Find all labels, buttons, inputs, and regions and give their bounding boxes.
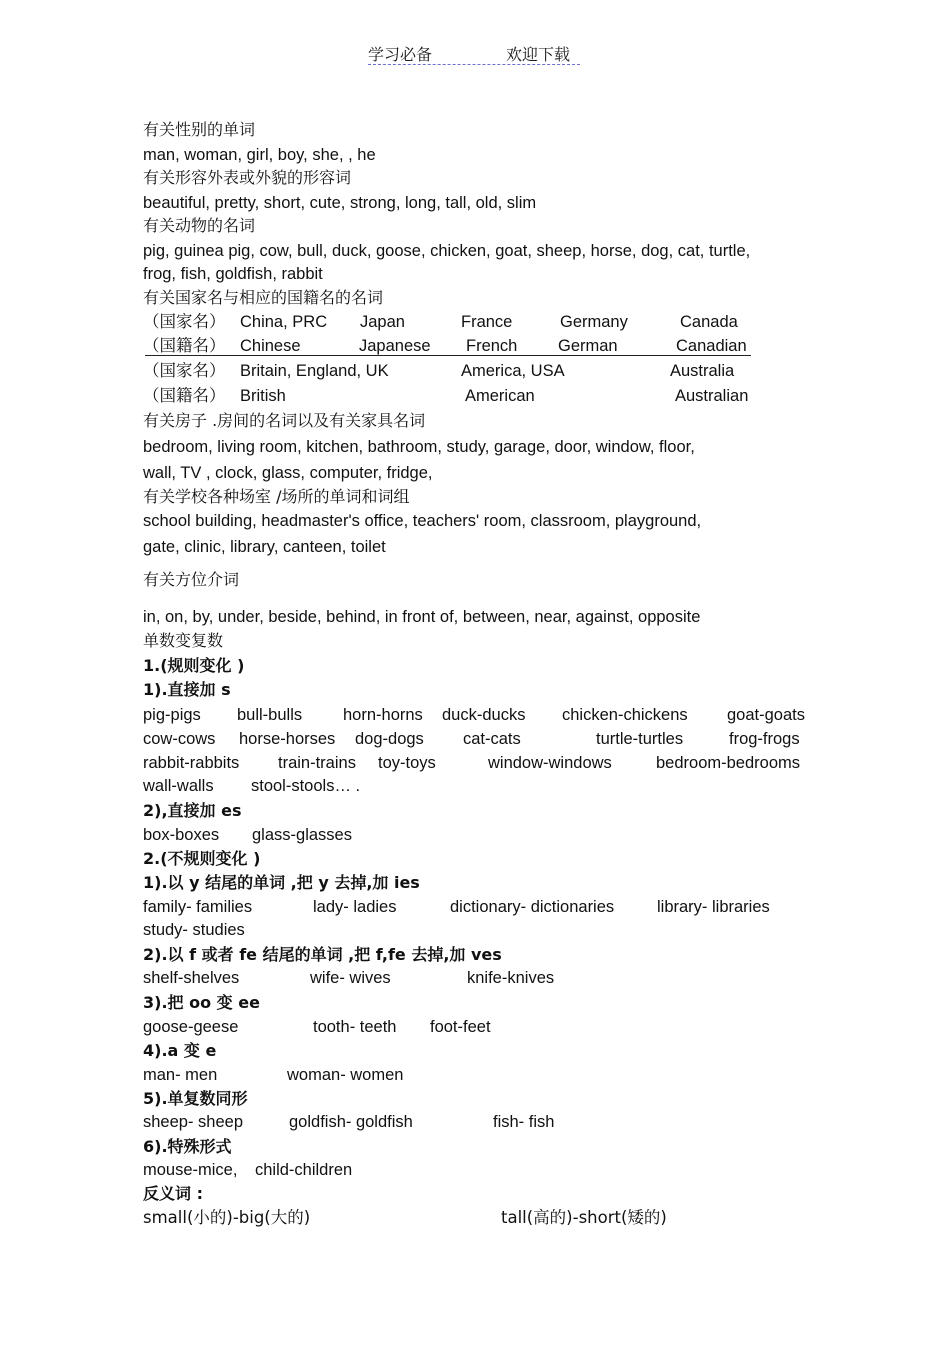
plural-i6-title: 6).特殊形式 (143, 1137, 232, 1156)
country-row1-col2: Japan (360, 313, 405, 331)
country-row2-col5: Canadian (676, 337, 747, 355)
animals-line1: pig, guinea pig, cow, bull, duck, goose, chicken, goat, sheep, horse, dog, cat, turtle, (143, 242, 751, 260)
plural-irregular-title: 2.(不规则变化 ) (143, 849, 261, 868)
word-pair: cow-cows (143, 730, 216, 748)
header-rule (368, 64, 580, 65)
country-row4-label: （国籍名） (143, 386, 226, 405)
plural-regular-title: 1.(规则变化 ) (143, 656, 245, 675)
country-row1-col3: France (461, 313, 513, 331)
countries-heading: 有关国家名与相应的国籍名的名词 (143, 288, 384, 307)
gender-heading: 有关性别的单词 (143, 120, 256, 139)
word-pair: duck-ducks (442, 706, 526, 724)
word-pair: goat-goats (727, 706, 805, 724)
gender-words: man, woman, girl, boy, she, , he (143, 146, 376, 164)
country-row1-label: （国家名） (143, 312, 226, 331)
word-pair: toy-toys (378, 754, 436, 772)
word-pair: train-trains (278, 754, 356, 772)
plural-i5-title: 5).单复数同形 (143, 1089, 248, 1108)
word-pair: frog-frogs (729, 730, 800, 748)
word-pair: dictionary- dictionaries (450, 898, 615, 916)
word-pair: tooth- teeth (313, 1018, 397, 1036)
school-line2: gate, clinic, library, canteen, toilet (143, 538, 386, 556)
word-pair: goldfish- goldfish (289, 1113, 413, 1131)
word-pair: knife-knives (467, 969, 555, 987)
page-header (368, 42, 580, 66)
word-pair: sheep- sheep (143, 1113, 243, 1131)
country-row2-label: （国籍名） (143, 336, 226, 355)
word-pair: family- families (143, 898, 253, 916)
word-pair: horn-horns (343, 706, 423, 724)
word-pair: man- men (143, 1066, 218, 1084)
country-row3-label: （国家名） (143, 361, 226, 380)
house-line1: bedroom, living room, kitchen, bathroom, study, garage, door, window, floor, (143, 438, 695, 456)
word-pair: study- studies (143, 921, 245, 939)
country-row4-col3: Australian (675, 387, 749, 405)
word-pair: lady- ladies (313, 898, 397, 916)
antonym-pair: small(小的)-big(大的) (143, 1208, 311, 1227)
plural-i3-title: 3).把 oo 变 ee (143, 993, 260, 1012)
country-row2-col1: Chinese (240, 337, 301, 355)
word-pair: wife- wives (310, 969, 391, 987)
country-row1-col1: China, PRC (240, 313, 328, 331)
plural-i4-title: 4).a 变 e (143, 1041, 217, 1060)
country-row2-col3: French (466, 337, 518, 355)
animals-line2: frog, fish, goldfish, rabbit (143, 265, 323, 283)
appearance-heading: 有关形容外表或外貌的形容词 (143, 168, 352, 187)
prepositions-words: in, on, by, under, beside, behind, in front of, between, near, against, opposite (143, 608, 701, 626)
word-pair: goose-geese (143, 1018, 239, 1036)
word-pair: chicken-chickens (562, 706, 688, 724)
appearance-words: beautiful, pretty, short, cute, strong, long, tall, old, slim (143, 194, 537, 212)
word-pair: glass-glasses (252, 826, 352, 844)
plural-r2-title: 2),直接加 es (143, 801, 242, 820)
word-pair: pig-pigs (143, 706, 201, 724)
word-pair: child-children (255, 1161, 353, 1179)
word-pair: stool-stools… . (251, 777, 361, 795)
animals-heading: 有关动物的名词 (143, 216, 256, 235)
country-row4-col2: American (465, 387, 535, 405)
word-pair: shelf-shelves (143, 969, 240, 987)
header-right: 欢迎下载 (506, 45, 571, 64)
word-pair: bedroom-bedrooms (656, 754, 800, 772)
word-pair: box-boxes (143, 826, 220, 844)
plural-heading: 单数变复数 (143, 631, 224, 650)
country-row3-col3: Australia (670, 362, 735, 380)
country-row3-col2: America, USA (461, 362, 565, 380)
word-pair: rabbit-rabbits (143, 754, 240, 772)
plural-i2-title: 2).以 f 或者 fe 结尾的单词 ,把 f,fe 去掉,加 ves (143, 945, 502, 964)
table-rule (145, 355, 751, 356)
house-line2: wall, TV , clock, glass, computer, fridge, (143, 464, 433, 482)
word-pair: wall-walls (143, 777, 214, 795)
word-pair: dog-dogs (355, 730, 424, 748)
header-left: 学习必备 (368, 45, 433, 64)
country-row1-col4: Germany (560, 313, 628, 331)
word-pair: mouse-mice, (143, 1161, 238, 1179)
plural-i1-title: 1).以 y 结尾的单词 ,把 y 去掉,加 ies (143, 873, 420, 892)
country-row3-col1: Britain, England, UK (240, 362, 389, 380)
country-row2-col4: German (558, 337, 618, 355)
prepositions-heading: 有关方位介词 (143, 570, 240, 589)
country-row1-col5: Canada (680, 313, 738, 331)
school-line1: school building, headmaster's office, teachers' room, classroom, playground, (143, 512, 702, 530)
word-pair: foot-feet (430, 1018, 491, 1036)
word-pair: turtle-turtles (596, 730, 684, 748)
house-heading: 有关房子 .房间的名词以及有关家具名词 (143, 411, 426, 430)
word-pair: library- libraries (657, 898, 770, 916)
word-pair: horse-horses (239, 730, 336, 748)
country-row2-col2: Japanese (359, 337, 431, 355)
word-pair: woman- women (287, 1066, 404, 1084)
country-row4-col1: British (240, 387, 286, 405)
antonyms-heading: 反义词 : (143, 1184, 203, 1203)
word-pair: bull-bulls (237, 706, 303, 724)
word-pair: window-windows (488, 754, 612, 772)
word-pair: fish- fish (493, 1113, 555, 1131)
word-pair: cat-cats (463, 730, 521, 748)
antonym-pair: tall(高的)-short(矮的) (501, 1208, 667, 1227)
school-heading: 有关学校各种场室 /场所的单词和词组 (143, 487, 410, 506)
plural-r1-title: 1).直接加 s (143, 680, 231, 699)
